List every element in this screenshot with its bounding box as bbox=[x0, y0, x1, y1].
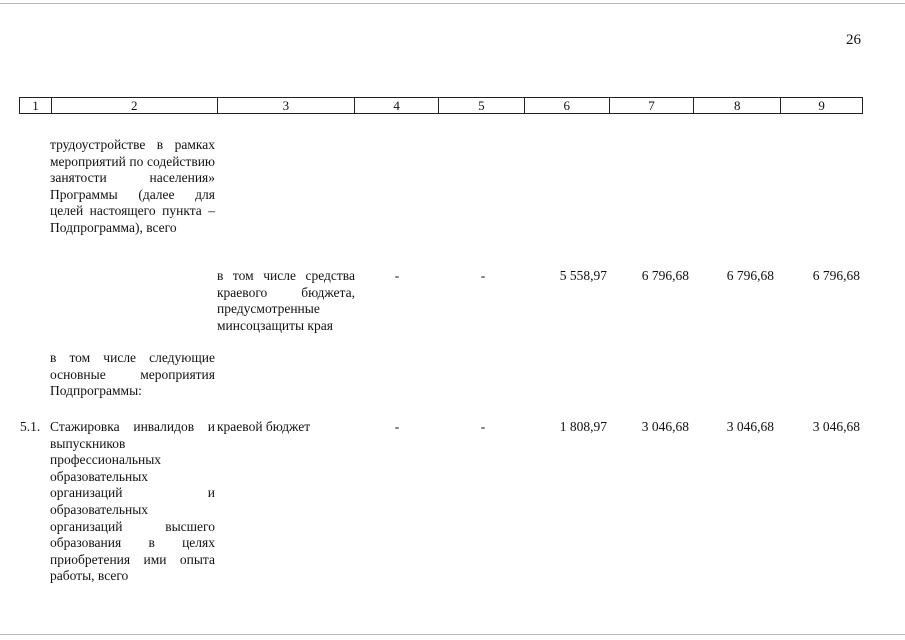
row-funding-col9: 6 796,68 bbox=[812, 268, 860, 283]
scan-bottom-edge bbox=[0, 634, 905, 635]
column-header-6: 6 bbox=[525, 98, 610, 113]
column-header-5: 5 bbox=[439, 98, 525, 113]
row-funding-source: в том числе средства краевого бюджета, предусмотренные минсоцзащиты края bbox=[217, 268, 355, 333]
row-funding-col6: 5 558,97 bbox=[559, 268, 607, 283]
column-header-7: 7 bbox=[610, 98, 695, 113]
column-header-1: 1 bbox=[20, 98, 52, 113]
row-funding-col8: 6 796,68 bbox=[726, 268, 774, 283]
row-funding-col5: - bbox=[480, 268, 486, 283]
column-header-8: 8 bbox=[694, 98, 781, 113]
row-item-col6: 1 808,97 bbox=[559, 419, 607, 434]
row-item-col8: 3 046,68 bbox=[726, 419, 774, 434]
row-item-col9: 3 046,68 bbox=[812, 419, 860, 434]
row-funding-col7: 6 796,68 bbox=[641, 268, 689, 283]
column-number-header bbox=[19, 97, 863, 114]
row-item-col7: 3 046,68 bbox=[641, 419, 689, 434]
row-item-name: Стажировка инвалидов и выпускников профессиональных образовательных организаций и образовательных организаций высшего образования в целях приобретения ими опыта работы, всего bbox=[50, 419, 215, 584]
row-item-col4: - bbox=[394, 419, 400, 434]
column-header-4: 4 bbox=[355, 98, 439, 113]
row-item-source: краевой бюджет bbox=[217, 419, 311, 434]
row-item-number: 5.1. bbox=[20, 419, 41, 434]
row-funding-col4: - bbox=[394, 268, 400, 283]
column-header-9: 9 bbox=[818, 98, 825, 113]
column-header-2: 2 bbox=[52, 98, 218, 113]
row-subheading: в том числе следующие основные мероприятия Подпрограммы: bbox=[50, 350, 215, 399]
row-program-name: трудоустройстве в рамках мероприятий по содействию занятости населения» Программы (далее для целей настоящего пункта – Подпрограмма), всего bbox=[50, 137, 215, 235]
row-item-col5: - bbox=[480, 419, 486, 434]
page-number: 26 bbox=[846, 32, 861, 48]
column-header-3: 3 bbox=[218, 98, 356, 113]
scan-top-edge bbox=[0, 3, 905, 4]
